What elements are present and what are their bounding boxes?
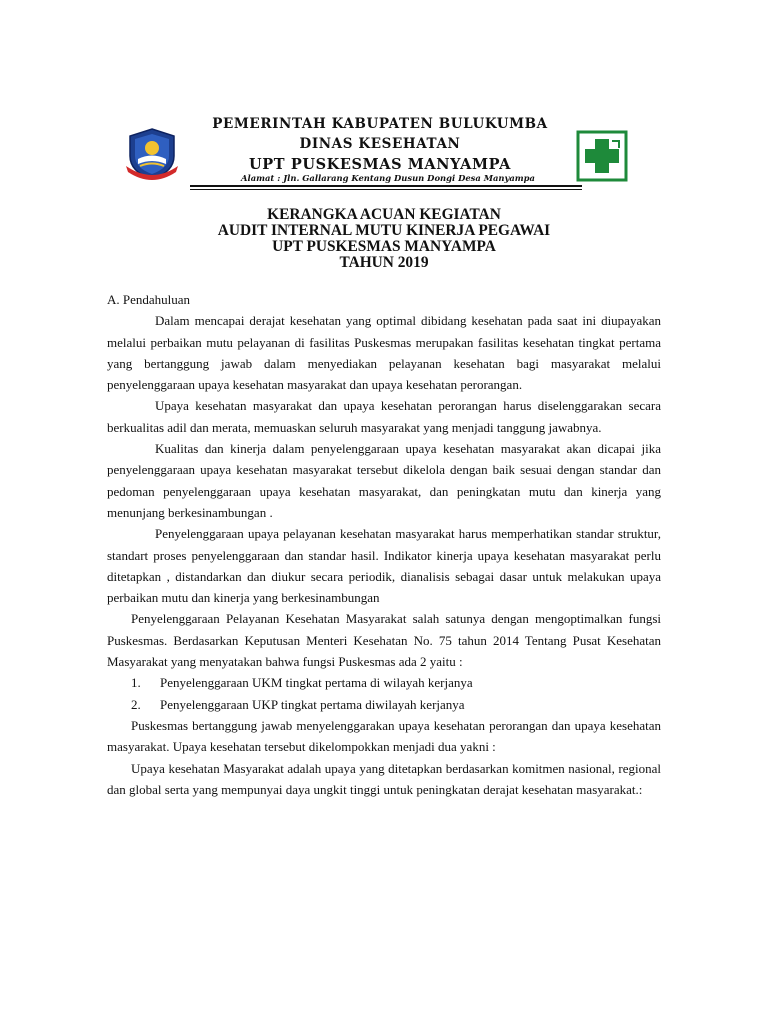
letterhead-department: DINAS KESEHATAN bbox=[299, 136, 461, 152]
paragraph-1: Dalam mencapai derajat kesehatan yang optimal dibidang kesehatan pada saat ini diupayakan melalui perbaikan mutu pelayanan di fasilitas Puskesmas merupakan fasilitas kesehatan tingkat pertama yang bertanggung jawab dalam menyediakan pelayanan kesehatan bagi masyarakat melalui penyelenggaraan upaya kesehatan masyarakat dan upaya kesehatan perorangan. bbox=[107, 313, 661, 393]
document-body bbox=[107, 289, 661, 800]
list-item-text: Penyelenggaraan UKP tingkat pertama diwilayah kerjanya bbox=[160, 696, 465, 712]
letterhead-rule-thin bbox=[190, 189, 582, 190]
function-list bbox=[107, 672, 661, 715]
paragraph-3: Kualitas dan kinerja dalam penyelenggaraan upaya kesehatan masyarakat akan dicapai jika penyelenggaraan upaya kesehatan masyarakat tersebut dikelola dengan baik sesuai dengan standar dan pedoman penyelenggaraan upaya kesehatan masyarakat, dan peningkatan mutu dan kinerja yang menunjang berkesinambungan . bbox=[107, 441, 661, 520]
title-line-3: UPT PUSKESMAS MANYAMPA bbox=[272, 238, 496, 255]
letterhead-institution: UPT PUSKESMAS MANYAMPA bbox=[249, 156, 511, 173]
title-line-4: TAHUN 2019 bbox=[339, 254, 429, 271]
list-item bbox=[107, 694, 661, 715]
list-item-number: 2. bbox=[131, 696, 141, 712]
paragraph-7: Upaya kesehatan Masyarakat adalah upaya yang ditetapkan berdasarkan komitmen nasional, regional dan global serta yang mempunyai daya ungkit tinggi untuk peningkatan derajat kesehatan masyarakat.: bbox=[107, 760, 661, 797]
bulukumba-regency-crest-icon bbox=[124, 126, 180, 182]
list-item bbox=[107, 672, 661, 693]
paragraph-4: Penyelenggaraan upaya pelayanan kesehatan masyarakat harus memperhatikan standar struktur, standart proses penyelenggaraan dan standar hasil. Indikator kinerja upaya kesehatan masyarakat perlu ditetapkan , distandarkan dan diukur secara periodik, dianalisis sebagai dasar untuk melakukan upaya perbaikan mutu dan kinerja yang berkesinambungan bbox=[107, 526, 661, 606]
title-line-2: AUDIT INTERNAL MUTU KINERJA PEGAWAI bbox=[217, 222, 551, 239]
section-heading: A. Pendahuluan bbox=[107, 292, 191, 307]
paragraph-6: Puskesmas bertanggung jawab menyelenggarakan upaya kesehatan perorangan dan upaya kesehatan masyarakat. Upaya kesehatan tersebut dikelompokkan menjadi dua yakni : bbox=[107, 717, 661, 755]
letterhead bbox=[120, 112, 640, 190]
letterhead-address: Alamat : Jln. Gallarang Kentang Dusun Dongi Desa Manyampa bbox=[241, 173, 535, 183]
document-title bbox=[100, 207, 668, 271]
list-item-text: Penyelenggaraan UKM tingkat pertama di wilayah kerjanya bbox=[160, 675, 473, 691]
paragraph-2: Upaya kesehatan masyarakat dan upaya kesehatan perorangan harus diselenggarakan secara berkualitas adil dan merata, memuaskan seluruh masyarakat yang menjadi tanggung jawabnya. bbox=[107, 398, 661, 435]
list-item-number: 1. bbox=[131, 675, 141, 691]
puskesmas-cross-icon bbox=[576, 130, 628, 182]
letterhead-rule bbox=[190, 185, 582, 187]
title-line-1: KERANGKA ACUAN KEGIATAN bbox=[267, 206, 501, 223]
letterhead-government: PEMERINTAH KABUPATEN BULUKUMBA bbox=[212, 116, 548, 132]
paragraph-5: Penyelenggaraan Pelayanan Kesehatan Masyarakat salah satunya dengan mengoptimalkan fungsi Puskesmas. Berdasarkan Keputusan Menteri Kesehatan No. 75 tahun 2014 Tentang Pusat Kesehatan Masyarakat yang menyatakan bahwa fungsi Puskesmas ada 2 yaitu : bbox=[107, 611, 661, 670]
